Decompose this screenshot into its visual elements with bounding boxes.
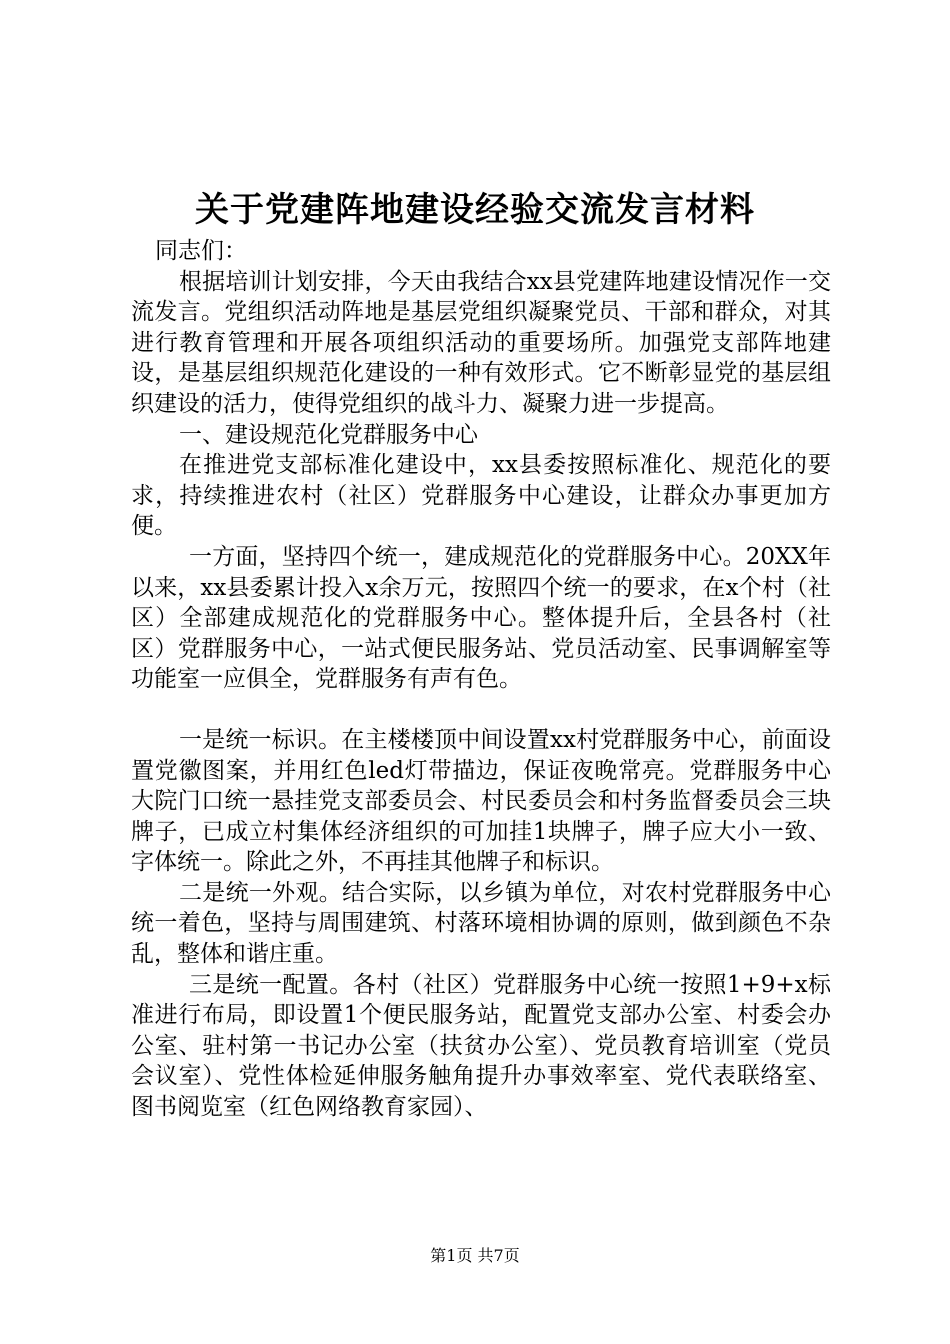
- document-body: [131, 236, 831, 1123]
- paragraph-unified-configuration: 三是统一配置。各村（社区）党群服务中心统一按照1+9+x标准进行布局，即设置1个便民服务站，配置党支部办公室、村委会办公室、驻村第一书记办公室（扶贫办公室）、党员教育培训室（党员会议室）、党性体检延伸服务触角提升办事效率室、党代表联络室、图书阅览室（红色网络教育家园）、: [131, 971, 831, 1121]
- paragraph-four-unities: 一方面，坚持四个统一，建成规范化的党群服务中心。20XX年以来，xx县委累计投入x余万元，按照四个统一的要求，在x个村（社区）全部建成规范化的党群服务中心。整体提升后，全县各村（社区）党群服务中心，一站式便民服务站、党员活动室、民事调解室等功能室一应俱全，党群服务有声有色。: [131, 543, 831, 693]
- paragraph-unified-identity: 一是统一标识。在主楼楼顶中间设置xx村党群服务中心，前面设置党徽图案，并用红色led灯带描边，保证夜晚常亮。党群服务中心大院门口统一悬挂党支部委员会、村民委员会和村务监督委员会三块牌子，已成立村集体经济组织的可加挂1块牌子，牌子应大小一致、字体统一。除此之外，不再挂其他牌子和标识。: [131, 726, 831, 876]
- page-number: 第1页 共7页: [430, 1246, 520, 1265]
- paragraph-standardization: 在推进党支部标准化建设中，xx县委按照标准化、规范化的要求，持续推进农村（社区）党群服务中心建设，让群众办事更加方便。: [131, 452, 831, 540]
- section-heading: 一、建设规范化党群服务中心: [179, 421, 478, 448]
- paragraph-unified-appearance: 二是统一外观。结合实际，以乡镇为单位，对农村党群服务中心统一着色，坚持与周围建筑、村落环境相协调的原则，做到颜色不杂乱，整体和谐庄重。: [131, 879, 831, 968]
- greeting: 同志们：: [155, 238, 247, 264]
- paragraph-intro: 根据培训计划安排，今天由我结合xx县党建阵地建设情况作一交流发言。党组织活动阵地是基层党组织凝聚党员、干部和群众，对其进行教育管理和开展各项组织活动的重要场所。加强党支部阵地建设，是基层组织规范化建设的一种有效形式。它不断彰显党的基层组织建设的活力，使得党组织的战斗力、凝聚力进一步提高。: [131, 268, 831, 417]
- document-title: 关于党建阵地建设经验交流发言材料: [195, 190, 755, 230]
